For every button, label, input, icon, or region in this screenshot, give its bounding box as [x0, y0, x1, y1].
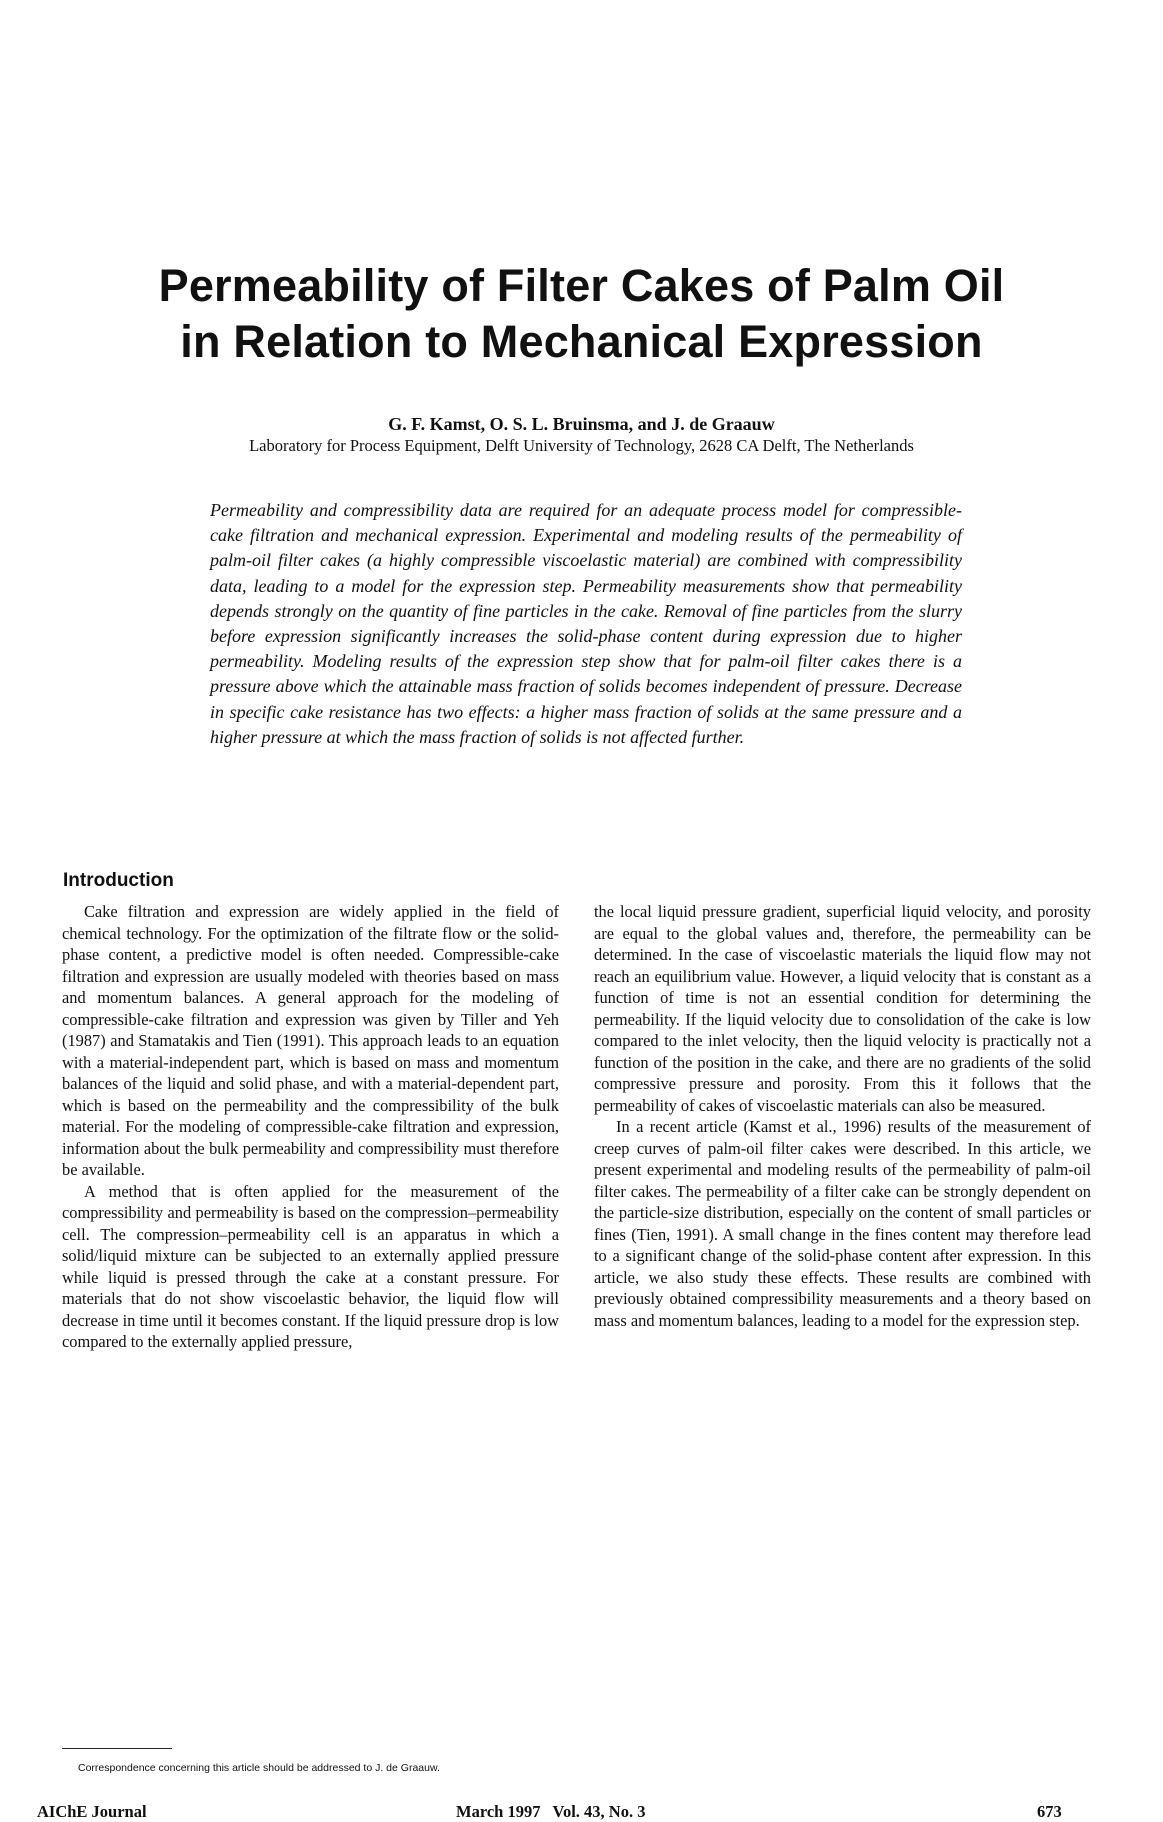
text-column-right — [594, 901, 1091, 1331]
section-heading-introduction: Introduction — [63, 870, 174, 891]
paragraph: Cake filtration and expression are widely applied in the field of chemical technology. For the optimization of the filtrate flow or the solid-phase content, a predictive model is often needed. Compressible-cake filtration and expression are usually modeled with theories based on mass and momentum balances. A general approach for the modeling of compressible-cake filtration and expression was given by Tiller and Yeh (1987) and Stamatakis and Tien (1991). This approach leads to an equation with a material-independent part, which is based on mass and momentum balances of the liquid and solid phase, and with a material-dependent part, which is based on the permeability and the compressibility of the bulk material. For the modeling of compressible-cake filtration and expression, information about the bulk permeability and compressibility must therefore be available. — [62, 902, 559, 1179]
footer-page-number: 673 — [1037, 1802, 1062, 1821]
title-line-2: in Relation to Mechanical Expression — [180, 316, 983, 367]
footnote-divider — [62, 1748, 172, 1749]
footer-journal-name: AIChE Journal — [37, 1802, 147, 1821]
correspondence-footnote: Correspondence concerning this article should be addressed to J. de Graauw. — [78, 1762, 440, 1774]
text-column-left — [62, 901, 559, 1353]
paragraph: the local liquid pressure gradient, superficial liquid velocity, and porosity are equal to the global values and, therefore, the permeability can be determined. In the case of viscoelastic materials the liquid flow may not reach an equilibrium value. However, a liquid velocity that is constant as a function of time is not an essential condition for determining the permeability. If the liquid velocity due to consolidation of the cake is low compared to the inlet velocity, then the liquid velocity is practically not a function of the position in the cake, and there are no gradients of the solid compressive pressure and porosity. From this it follows that the permeability of cakes of viscoelastic materials can also be measured. — [594, 902, 1091, 1115]
affiliation: Laboratory for Process Equipment, Delft University of Technology, 2628 CA Delft, The Netherlands — [249, 436, 914, 455]
paragraph: In a recent article (Kamst et al., 1996) results of the measurement of creep curves of palm-oil filter cakes were described. In this article, we present experimental and modeling results of the permeability of palm-oil filter cakes. The permeability of a filter cake can be strongly dependent on the particle-size distribution, especially on the content of small particles or fines (Tien, 1991). A small change in the fines content may therefore lead to a significant change of the solid-phase content after expression. In this article, we also study these effects. These results are combined with previously obtained compressibility measurements and a theory based on mass and momentum balances, leading to a model for the expression step. — [594, 1117, 1091, 1330]
footer-issue: March 1997 Vol. 43, No. 3 — [456, 1802, 646, 1821]
title-line-1: Permeability of Filter Cakes of Palm Oil — [158, 260, 1005, 311]
paper-title — [60, 258, 1103, 370]
paragraph: A method that is often applied for the measurement of the compressibility and permeability is based on the compression–permeability cell. The compression–permeability cell is an apparatus in which a solid/liquid mixture can be subjected to an externally applied pressure while liquid is pressed through the cake at a constant pressure. For materials that do not show viscoelastic behavior, the liquid flow will decrease in time until it becomes constant. If the liquid pressure drop is low compared to the externally applied pressure, — [62, 1181, 559, 1351]
author-list: G. F. Kamst, O. S. L. Bruinsma, and J. de Graauw — [388, 414, 775, 434]
abstract: Permeability and compressibility data are required for an adequate process model for compressible-cake filtration and mechanical expression. Experimental and modeling results of the permeability of palm-oil filter cakes (a highly compressible viscoelastic material) are combined with compressibility data, leading to a model for the expression step. Permeability measurements show that permeability depends strongly on the quantity of fine particles in the cake. Removal of fine particles from the slurry before expression significantly increases the solid-phase content during expression due to higher permeability. Modeling results of the expression step show that for palm-oil filter cakes there is a pressure above which the attainable mass fraction of solids becomes independent of pressure. Decrease in specific cake resistance has two effects: a higher mass fraction of solids at the same pressure and a higher pressure at which the mass fraction of solids is not affected further. — [210, 500, 962, 747]
